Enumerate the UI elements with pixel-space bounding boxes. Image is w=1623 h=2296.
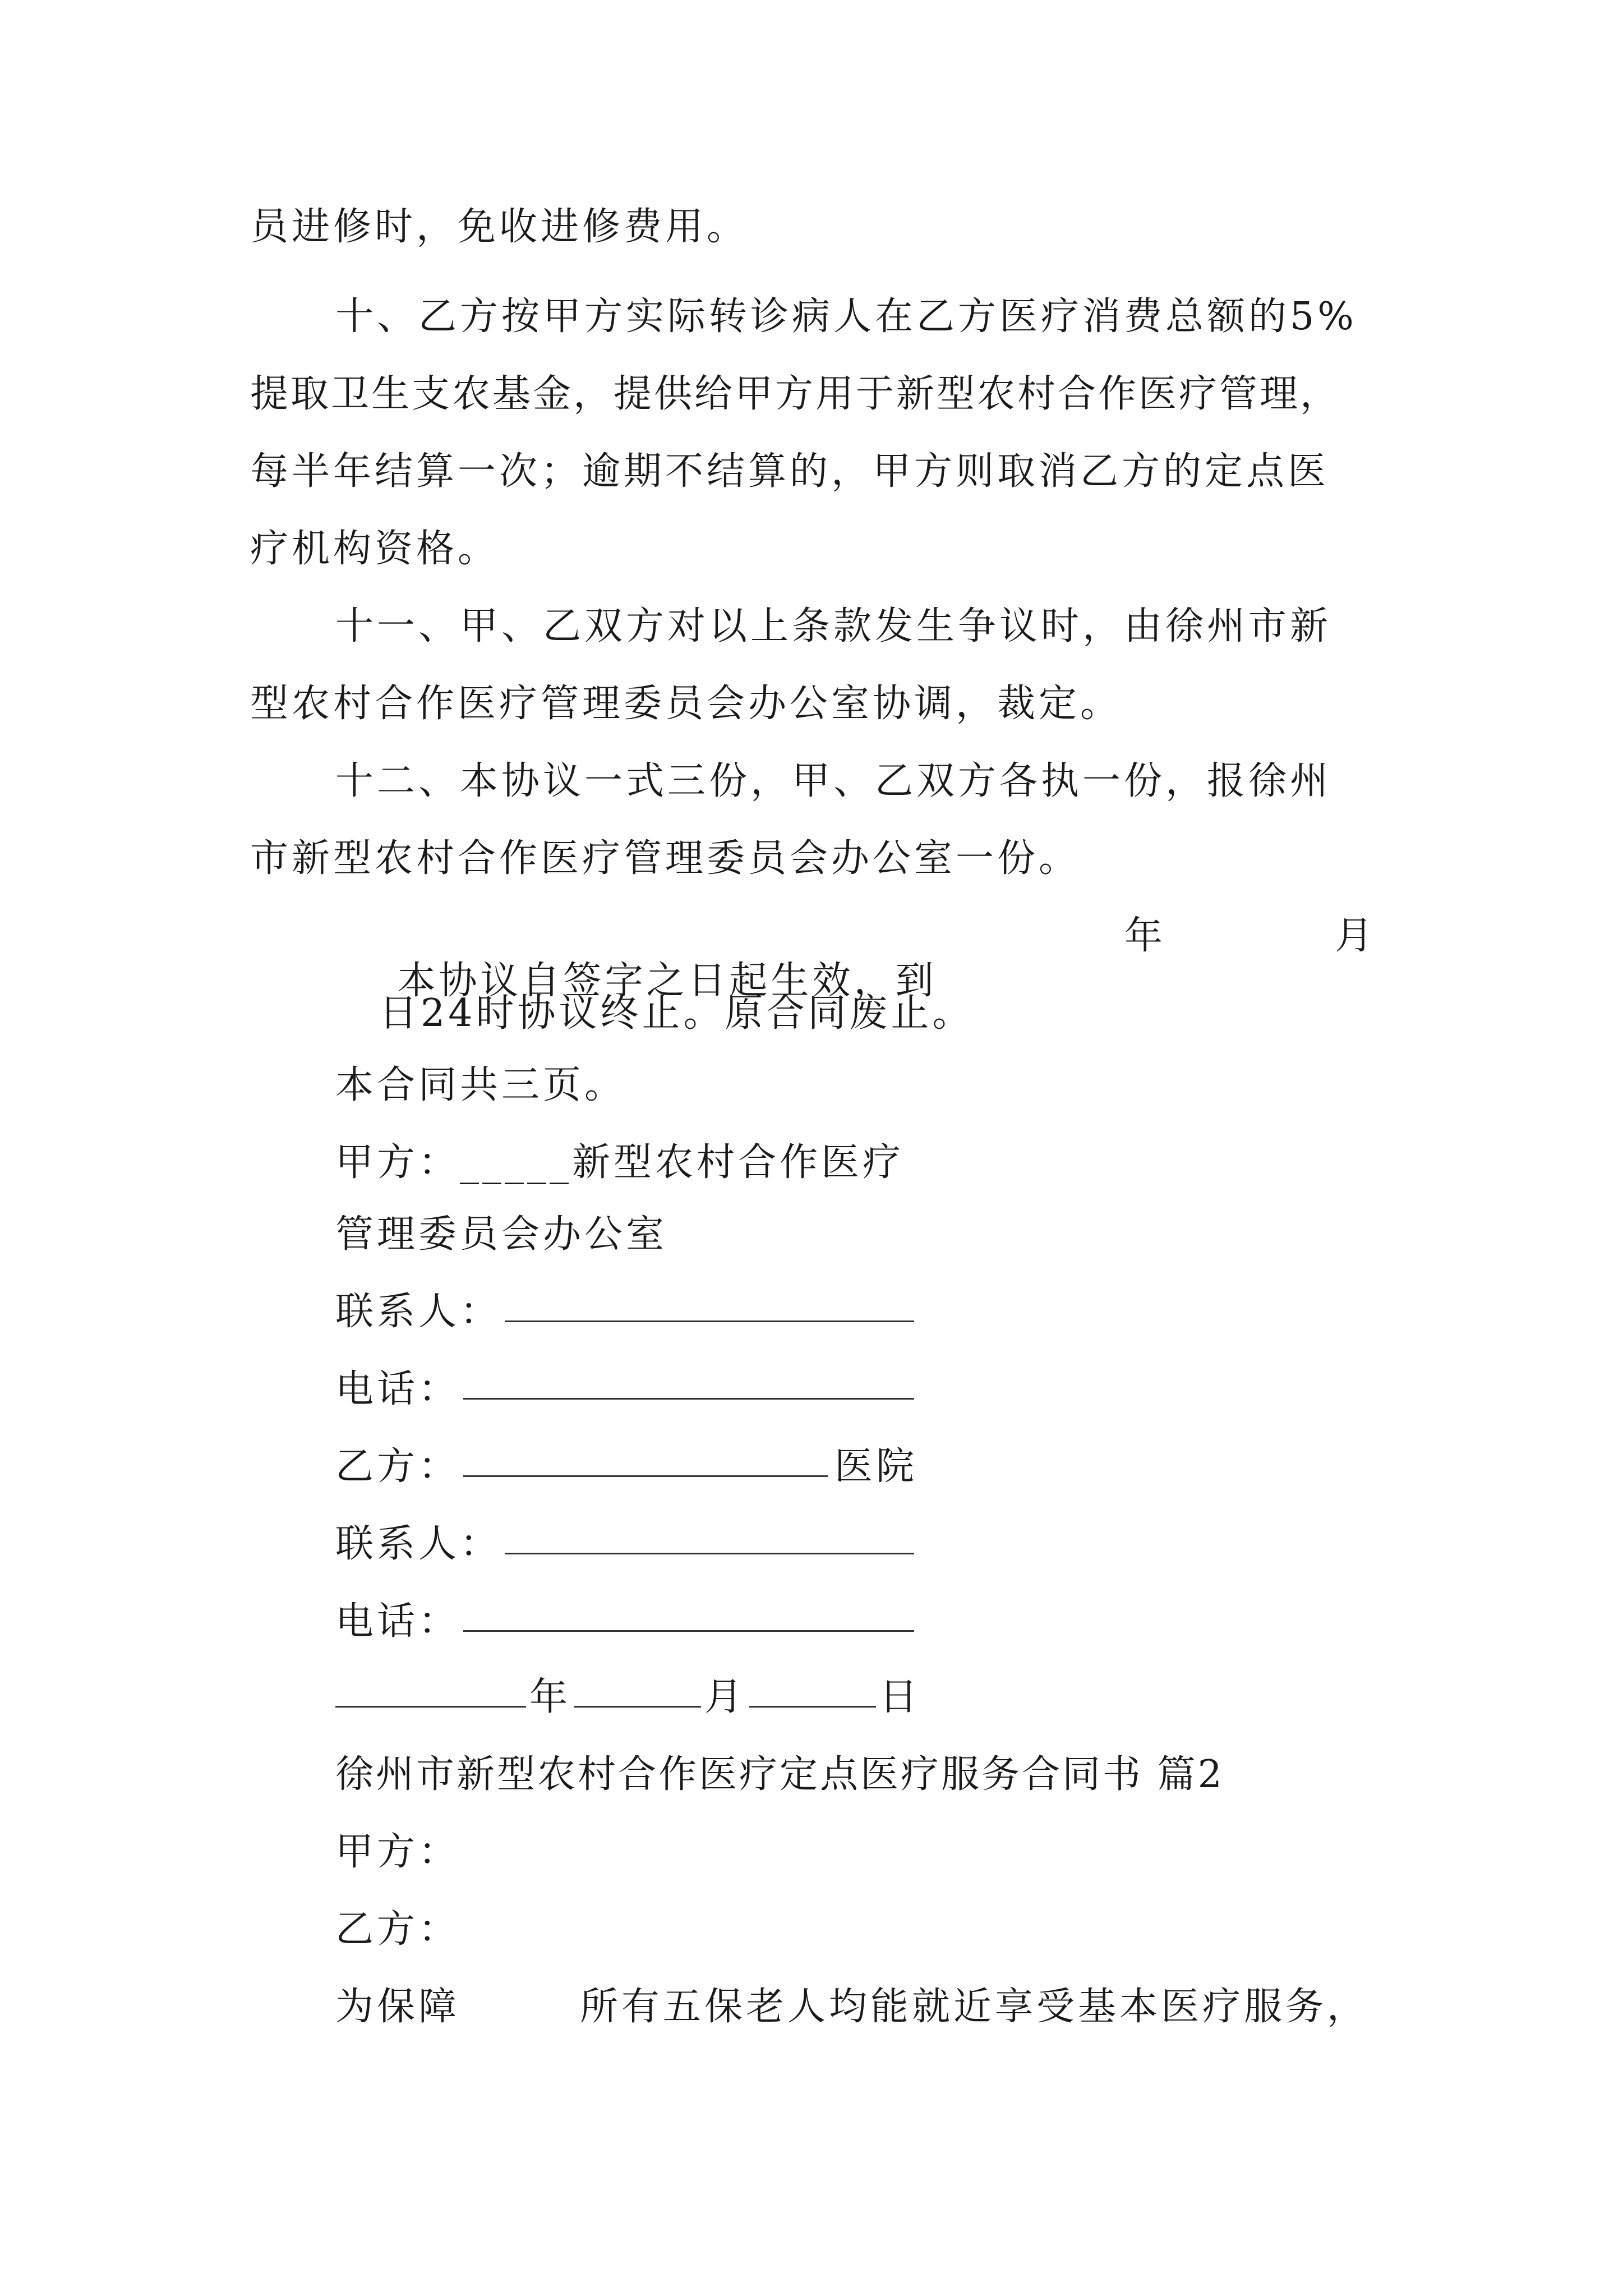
contract-2-title: 徐州市新型农村合作医疗定点医疗服务合同书 篇2 <box>335 1752 1224 1797</box>
party-b-blank[interactable] <box>463 1446 828 1477</box>
party-a-name-line-2: 管理委员会办公室 <box>335 1212 668 1257</box>
contract-2-purpose-a: 为保障 <box>335 1985 460 2029</box>
phone-a-blank[interactable] <box>463 1369 914 1400</box>
clause-10-line-1: 十、乙方按甲方实际转诊病人在乙方医疗消费总额的5% <box>335 295 1357 339</box>
page-count-text: 本合同共三页。 <box>335 1063 626 1107</box>
party-a-underscore: _____ <box>460 1140 573 1185</box>
contract-2-party-a: 甲方： <box>335 1830 460 1874</box>
party-b-label: 乙方： <box>335 1444 460 1489</box>
contract-2-purpose-b: 所有五保老人均能就近享受基本医疗服务， <box>580 1985 1369 2029</box>
date-year-label: 年 <box>529 1675 571 1719</box>
effective-clause-line-2: 日24时协议终止。原合同废止。 <box>379 991 974 1036</box>
contract-2-party-b: 乙方： <box>335 1907 460 1952</box>
contact-a-label: 联系人： <box>335 1290 502 1334</box>
phone-b-label: 电话： <box>335 1599 460 1644</box>
clause-10-line-4: 疗机构资格。 <box>250 527 500 571</box>
phone-b-line <box>335 1599 460 1644</box>
contact-b-line <box>335 1522 501 1567</box>
contact-b-label: 联系人： <box>335 1522 502 1566</box>
phone-a-label: 电话： <box>335 1367 460 1411</box>
date-year-blank[interactable] <box>335 1677 526 1708</box>
contact-a-line <box>335 1290 501 1335</box>
paragraph-9-continuation: 员进修时，免收进修费用。 <box>250 205 749 249</box>
party-b-line <box>335 1444 460 1489</box>
party-a-line <box>335 1140 904 1185</box>
party-a-name: 新型农村合作医疗 <box>572 1140 905 1185</box>
effective-year-label: 年 <box>1124 914 1166 958</box>
contact-a-blank[interactable] <box>505 1291 914 1322</box>
date-month-label: 月 <box>704 1675 746 1719</box>
clause-10-line-3: 每半年结算一次；逾期不结算的，甲方则取消乙方的定点医 <box>250 449 1330 494</box>
clause-11-line-2: 型农村合作医疗管理委员会办公室协调，裁定。 <box>250 682 1122 726</box>
contact-b-blank[interactable] <box>505 1524 914 1554</box>
effective-month-label: 月 <box>1335 914 1377 958</box>
party-a-label: 甲方： <box>335 1140 460 1185</box>
date-day-blank[interactable] <box>749 1677 876 1708</box>
date-month-blank[interactable] <box>574 1677 701 1708</box>
clause-10-line-2: 提取卫生支农基金，提供给甲方用于新型农村合作医疗管理， <box>250 372 1341 416</box>
clause-12-line-2: 市新型农村合作医疗管理委员会办公室一份。 <box>250 836 1081 881</box>
date-day-label: 日 <box>879 1675 921 1719</box>
clause-11-line-1: 十一、甲、乙双方对以上条款发生争议时，由徐州市新 <box>335 604 1332 648</box>
phone-b-blank[interactable] <box>463 1601 914 1632</box>
party-b-suffix: 医院 <box>834 1444 918 1489</box>
phone-a-line <box>335 1367 460 1412</box>
effective-clause-text: 本协议自签字之日起生效，到 <box>397 959 937 1003</box>
clause-12-line-1: 十二、本协议一式三份，甲、乙双方各执一份，报徐州 <box>335 759 1332 803</box>
